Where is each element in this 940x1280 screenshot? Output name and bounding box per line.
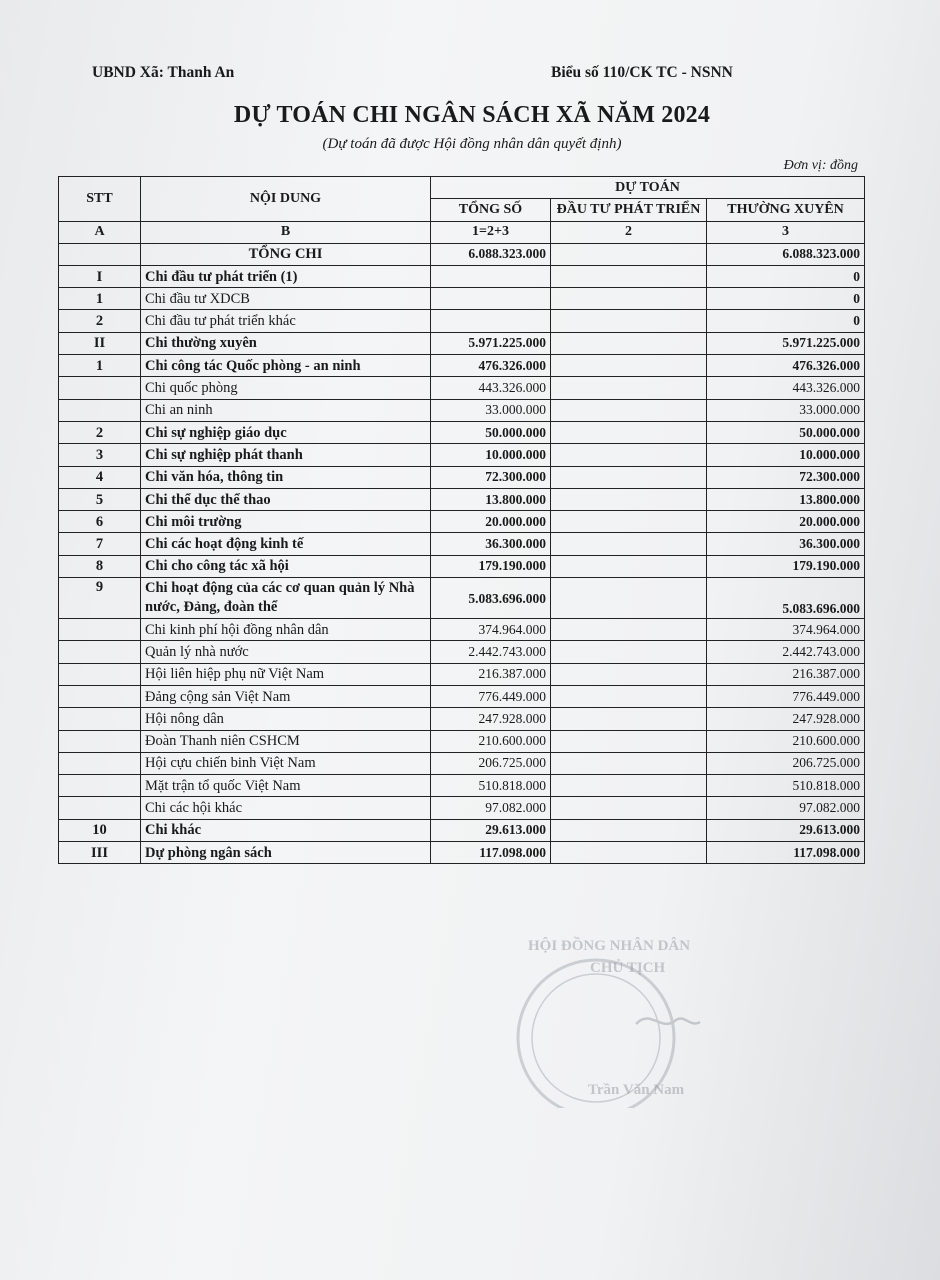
row-dau-tu <box>551 332 707 354</box>
row-tong-so <box>431 265 551 287</box>
row-thuong-xuyen: 374.964.000 <box>707 619 865 641</box>
row-thuong-xuyen: 36.300.000 <box>707 533 865 555</box>
row-thuong-xuyen: 179.190.000 <box>707 555 865 577</box>
row-label: Chi thường xuyên <box>141 332 431 354</box>
row-stt <box>59 730 141 752</box>
row-dau-tu <box>551 399 707 421</box>
row-stt: 3 <box>59 444 141 466</box>
seal-stamp-icon <box>486 928 786 1108</box>
row-tong-so: 50.000.000 <box>431 421 551 443</box>
row-stt: II <box>59 332 141 354</box>
row-thuong-xuyen: 72.300.000 <box>707 466 865 488</box>
row-tong-so: 776.449.000 <box>431 685 551 707</box>
row-thuong-xuyen: 216.387.000 <box>707 663 865 685</box>
row-thuong-xuyen: 510.818.000 <box>707 775 865 797</box>
row-label: Chi an ninh <box>141 399 431 421</box>
row-label: Chi sự nghiệp giáo dục <box>141 421 431 443</box>
row-dau-tu <box>551 288 707 310</box>
row-label: Chi môi trường <box>141 511 431 533</box>
table-row <box>59 332 865 354</box>
table-row <box>59 663 865 685</box>
document-subtitle: (Dự toán đã được Hội đồng nhân dân quyết định) <box>322 136 622 152</box>
row-dau-tu <box>551 685 707 707</box>
table-row <box>59 578 865 619</box>
row-dau-tu <box>551 619 707 641</box>
row-stt: 6 <box>59 511 141 533</box>
table-row <box>59 288 865 310</box>
row-tong-so: 5.083.696.000 <box>431 578 551 619</box>
row-thuong-xuyen: 117.098.000 <box>707 842 865 864</box>
row-thuong-xuyen: 206.725.000 <box>707 752 865 774</box>
row-dau-tu <box>551 641 707 663</box>
row-label: Chi quốc phòng <box>141 377 431 399</box>
row-stt: 8 <box>59 555 141 577</box>
row-tong-so: 510.818.000 <box>431 775 551 797</box>
table-row <box>59 444 865 466</box>
row-dau-tu <box>551 730 707 752</box>
table-row <box>59 775 865 797</box>
row-label: Mặt trận tổ quốc Việt Nam <box>141 775 431 797</box>
row-stt: III <box>59 842 141 864</box>
table-row <box>59 488 865 510</box>
row-dau-tu <box>551 578 707 619</box>
row-tong-so: 117.098.000 <box>431 842 551 864</box>
row-label: TỔNG CHI <box>141 243 431 265</box>
row-thuong-xuyen: 10.000.000 <box>707 444 865 466</box>
row-label: Chi khác <box>141 819 431 841</box>
row-thuong-xuyen: 97.082.000 <box>707 797 865 819</box>
row-thuong-xuyen: 0 <box>707 288 865 310</box>
row-tong-so: 443.326.000 <box>431 377 551 399</box>
row-tong-so: 210.600.000 <box>431 730 551 752</box>
row-thuong-xuyen: 0 <box>707 265 865 287</box>
row-thuong-xuyen: 0 <box>707 310 865 332</box>
row-dau-tu <box>551 488 707 510</box>
row-tong-so: 72.300.000 <box>431 466 551 488</box>
header-noi-dung: NỘI DUNG <box>141 177 431 222</box>
row-thuong-xuyen: 5.083.696.000 <box>707 578 865 619</box>
row-tong-so: 97.082.000 <box>431 797 551 819</box>
row-stt: 4 <box>59 466 141 488</box>
header-tong-so: TỔNG SỐ <box>431 199 551 221</box>
row-label: Chi các hoạt động kinh tế <box>141 533 431 555</box>
row-dau-tu <box>551 819 707 841</box>
row-stt: 9 <box>59 578 141 619</box>
row-stt: 10 <box>59 819 141 841</box>
row-thuong-xuyen: 443.326.000 <box>707 377 865 399</box>
table-row <box>59 466 865 488</box>
table-row <box>59 797 865 819</box>
signature-role: CHỦ TỊCH <box>590 960 666 976</box>
row-label: Chi thể dục thể thao <box>141 488 431 510</box>
row-thuong-xuyen: 20.000.000 <box>707 511 865 533</box>
row-tong-so: 5.971.225.000 <box>431 332 551 354</box>
row-label: Chi kinh phí hội đồng nhân dân <box>141 619 431 641</box>
row-label: Hội cựu chiến binh Việt Nam <box>141 752 431 774</box>
row-tong-so: 247.928.000 <box>431 708 551 730</box>
row-stt <box>59 797 141 819</box>
row-thuong-xuyen: 5.971.225.000 <box>707 332 865 354</box>
row-dau-tu <box>551 243 707 265</box>
form-code: Biểu số 110/CK TC - NSNN <box>551 64 733 81</box>
row-thuong-xuyen: 29.613.000 <box>707 819 865 841</box>
row-stt <box>59 243 141 265</box>
row-label: Đoàn Thanh niên CSHCM <box>141 730 431 752</box>
row-dau-tu <box>551 511 707 533</box>
row-tong-so: 2.442.743.000 <box>431 641 551 663</box>
organization-name: UBND Xã: Thanh An <box>92 64 235 81</box>
row-dau-tu <box>551 421 707 443</box>
row-thuong-xuyen: 2.442.743.000 <box>707 641 865 663</box>
row-stt <box>59 685 141 707</box>
row-label: Chi các hội khác <box>141 797 431 819</box>
row-stt: 7 <box>59 533 141 555</box>
row-tong-so: 13.800.000 <box>431 488 551 510</box>
row-stt: 2 <box>59 421 141 443</box>
row-stt: 2 <box>59 310 141 332</box>
row-dau-tu <box>551 775 707 797</box>
row-dau-tu <box>551 842 707 864</box>
row-dau-tu <box>551 708 707 730</box>
table-row <box>59 511 865 533</box>
row-label: Hội liên hiệp phụ nữ Việt Nam <box>141 663 431 685</box>
row-stt <box>59 399 141 421</box>
table-row <box>59 421 865 443</box>
row-thuong-xuyen: 50.000.000 <box>707 421 865 443</box>
header-thuong-xuyen: THƯỜNG XUYÊN <box>707 199 865 221</box>
row-dau-tu <box>551 663 707 685</box>
row-label: Hội nông dân <box>141 708 431 730</box>
row-tong-so: 216.387.000 <box>431 663 551 685</box>
row-dau-tu <box>551 444 707 466</box>
row-label: Dự phòng ngân sách <box>141 842 431 864</box>
row-label: Chi công tác Quốc phòng - an ninh <box>141 355 431 377</box>
row-tong-so: 206.725.000 <box>431 752 551 774</box>
header-letter-2: 2 <box>551 221 707 243</box>
table-row <box>59 265 865 287</box>
header-letter-a: A <box>59 221 141 243</box>
row-stt <box>59 619 141 641</box>
signature-name: Trần Văn Nam <box>588 1082 685 1098</box>
table-row <box>59 752 865 774</box>
row-tong-so: 374.964.000 <box>431 619 551 641</box>
header-stt: STT <box>59 177 141 222</box>
row-stt <box>59 708 141 730</box>
table-row <box>59 533 865 555</box>
table-row <box>59 619 865 641</box>
row-label: Chi đầu tư phát triển khác <box>141 310 431 332</box>
table-row <box>59 355 865 377</box>
row-stt <box>59 752 141 774</box>
row-stt: 1 <box>59 288 141 310</box>
row-label: Quản lý nhà nước <box>141 641 431 663</box>
header-letter-1: 1=2+3 <box>431 221 551 243</box>
document-title: DỰ TOÁN CHI NGÂN SÁCH XÃ NĂM 2024 <box>233 102 711 128</box>
row-thuong-xuyen: 476.326.000 <box>707 355 865 377</box>
table-row <box>59 399 865 421</box>
header-letter-b: B <box>141 221 431 243</box>
row-thuong-xuyen: 13.800.000 <box>707 488 865 510</box>
row-dau-tu <box>551 555 707 577</box>
row-tong-so <box>431 288 551 310</box>
row-stt <box>59 641 141 663</box>
row-label: Chi cho công tác xã hội <box>141 555 431 577</box>
row-stt <box>59 775 141 797</box>
budget-table <box>58 176 865 864</box>
table-row <box>59 842 865 864</box>
row-label: Chi đầu tư phát triển (1) <box>141 265 431 287</box>
table-row <box>59 310 865 332</box>
row-thuong-xuyen: 776.449.000 <box>707 685 865 707</box>
signature-council: HỘI ĐỒNG NHÂN DÂN <box>528 938 691 954</box>
row-label: Đảng cộng sản Việt Nam <box>141 685 431 707</box>
row-label: Chi hoạt động của các cơ quan quản lý Nhà nước, Đảng, đoàn thể <box>141 578 431 619</box>
row-dau-tu <box>551 466 707 488</box>
row-stt: 5 <box>59 488 141 510</box>
row-dau-tu <box>551 797 707 819</box>
row-label: Chi đầu tư XDCB <box>141 288 431 310</box>
row-tong-so: 6.088.323.000 <box>431 243 551 265</box>
row-tong-so: 179.190.000 <box>431 555 551 577</box>
header-du-toan: DỰ TOÁN <box>431 177 865 199</box>
table-row <box>59 708 865 730</box>
row-tong-so: 36.300.000 <box>431 533 551 555</box>
row-tong-so: 29.613.000 <box>431 819 551 841</box>
row-thuong-xuyen: 6.088.323.000 <box>707 243 865 265</box>
row-tong-so: 10.000.000 <box>431 444 551 466</box>
row-tong-so: 33.000.000 <box>431 399 551 421</box>
table-row <box>59 641 865 663</box>
row-dau-tu <box>551 533 707 555</box>
row-stt <box>59 663 141 685</box>
row-dau-tu <box>551 752 707 774</box>
table-row <box>59 377 865 399</box>
table-row <box>59 685 865 707</box>
row-thuong-xuyen: 33.000.000 <box>707 399 865 421</box>
row-thuong-xuyen: 247.928.000 <box>707 708 865 730</box>
row-stt: 1 <box>59 355 141 377</box>
row-label: Chi sự nghiệp phát thanh <box>141 444 431 466</box>
row-dau-tu <box>551 265 707 287</box>
table-row <box>59 730 865 752</box>
row-tong-so: 20.000.000 <box>431 511 551 533</box>
row-dau-tu <box>551 377 707 399</box>
row-dau-tu <box>551 310 707 332</box>
table-row <box>59 819 865 841</box>
table-row <box>59 555 865 577</box>
row-label: Chi văn hóa, thông tin <box>141 466 431 488</box>
header-letter-3: 3 <box>707 221 865 243</box>
row-dau-tu <box>551 355 707 377</box>
row-stt <box>59 377 141 399</box>
row-thuong-xuyen: 210.600.000 <box>707 730 865 752</box>
row-tong-so: 476.326.000 <box>431 355 551 377</box>
row-tong-so <box>431 310 551 332</box>
table-row-total <box>59 243 865 265</box>
currency-unit: Đơn vị: đồng <box>783 158 858 173</box>
row-stt: I <box>59 265 141 287</box>
header-dau-tu-phat-trien: ĐẦU TƯ PHÁT TRIỂN <box>551 199 707 221</box>
